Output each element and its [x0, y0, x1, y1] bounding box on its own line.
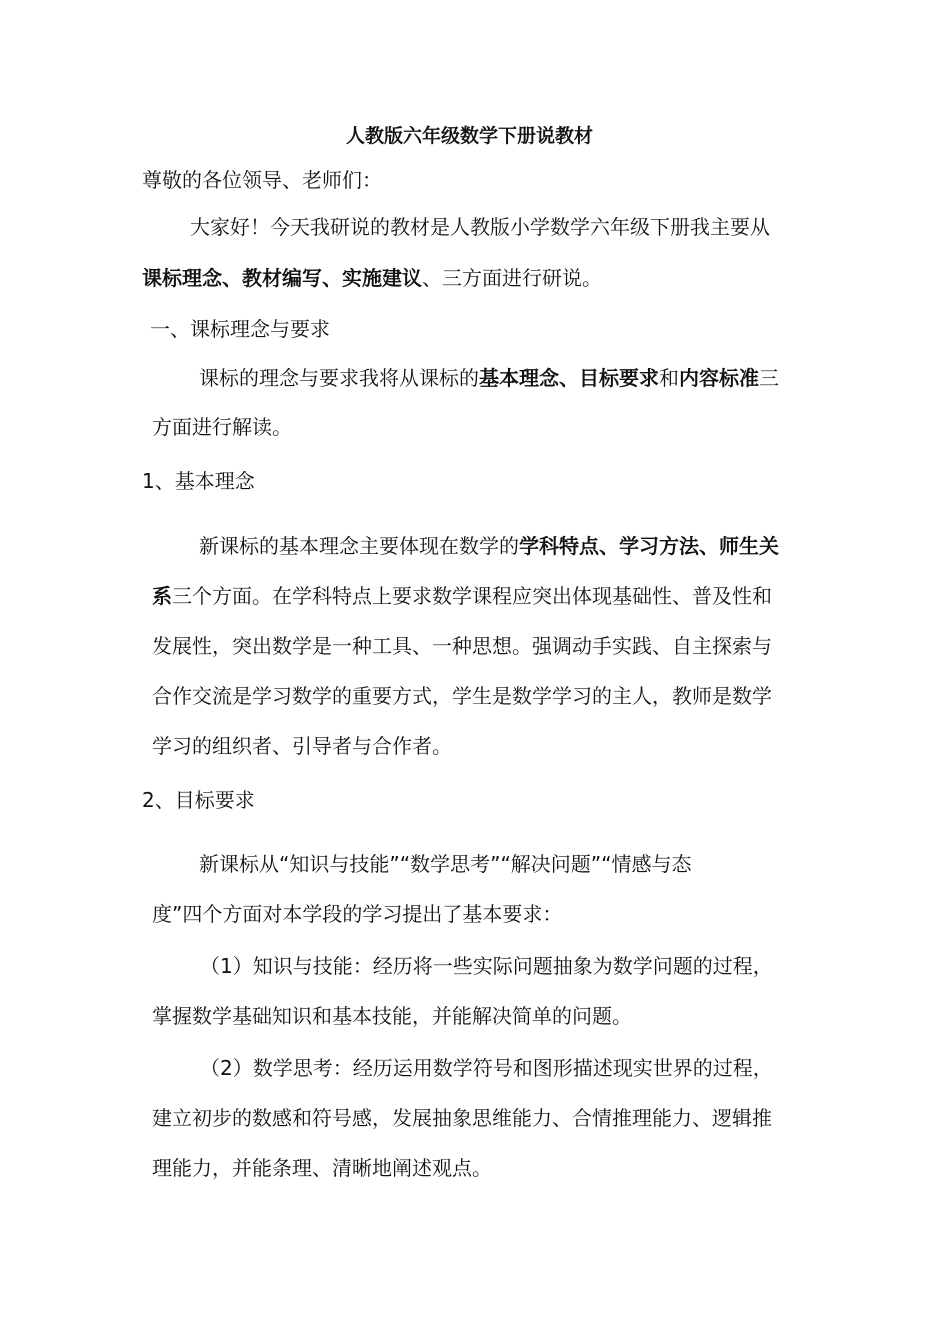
- intro-rest: 、三方面进行研说。: [422, 266, 602, 290]
- bold-sep: 、: [599, 534, 619, 558]
- subheading-1: 1、基本理念: [142, 469, 255, 493]
- greeting: 尊敬的各位领导、老师们：: [142, 168, 382, 192]
- subheading-2: 2、目标要求: [142, 788, 255, 812]
- bold-term: 师生关: [719, 534, 779, 558]
- bold-sep: 、: [559, 366, 579, 390]
- sub1-line-1: [199, 532, 779, 560]
- intro-line-2: [142, 264, 602, 292]
- item2-line-2: 建立初步的数感和符号感，发展抽象思维能力、合情推理能力、逻辑推: [152, 1106, 772, 1130]
- sub1-line-2: [152, 582, 772, 610]
- bold-term: 学习方法: [619, 534, 699, 558]
- bold-term: 内容标准: [679, 366, 759, 390]
- bold-term: 目标要求: [579, 366, 659, 390]
- bold-term: 学科特点: [519, 534, 599, 558]
- document-title: 人教版六年级数学下册说教材: [346, 125, 594, 147]
- para-text: 课标的理念与要求我将从课标的: [199, 366, 479, 390]
- para-text: 三: [759, 366, 779, 390]
- item1-line-1: （1）知识与技能：经历将一些实际问题抽象为数学问题的过程，: [200, 954, 773, 978]
- sub1-line-4: 合作交流是学习数学的重要方式，学生是数学学习的主人，教师是数学: [152, 684, 772, 708]
- sub2-line-2: 度”四个方面对本学段的学习提出了基本要求：: [152, 902, 563, 926]
- bold-term: 课标理念: [142, 266, 222, 290]
- para-text: 新课标的基本理念主要体现在数学的: [199, 534, 519, 558]
- bold-term: 实施建议: [342, 266, 422, 290]
- para-text: 三个方面。在学科特点上要求数学课程应突出体现基础性、普及性和: [172, 584, 772, 608]
- sub1-line-5: 学习的组织者、引导者与合作者。: [152, 734, 452, 758]
- sub2-line-1: 新课标从“知识与技能”“数学思考”“解决问题”“情感与态: [199, 852, 692, 876]
- para-text: 和: [659, 366, 679, 390]
- section1-para-line-1: [199, 364, 779, 392]
- intro-line-1: 大家好！今天我研说的教材是人教版小学数学六年级下册我主要从: [190, 215, 770, 239]
- section1-para-line-2: 方面进行解读。: [152, 415, 292, 439]
- section-heading-1: 一、课标理念与要求: [150, 317, 330, 341]
- bold-term: 教材编写: [242, 266, 322, 290]
- bold-sep: 、: [222, 266, 242, 290]
- item2-line-1: （2）数学思考：经历运用数学符号和图形描述现实世界的过程，: [200, 1056, 773, 1080]
- sub1-line-3: 发展性，突出数学是一种工具、一种思想。强调动手实践、自主探索与: [152, 634, 772, 658]
- item2-line-3: 理能力，并能条理、清晰地阐述观点。: [152, 1156, 492, 1180]
- item1-line-2: 掌握数学基础知识和基本技能，并能解决简单的问题。: [152, 1004, 632, 1028]
- bold-term: 基本理念: [479, 366, 559, 390]
- bold-sep: 、: [699, 534, 719, 558]
- bold-term: 系: [152, 584, 172, 608]
- bold-sep: 、: [322, 266, 342, 290]
